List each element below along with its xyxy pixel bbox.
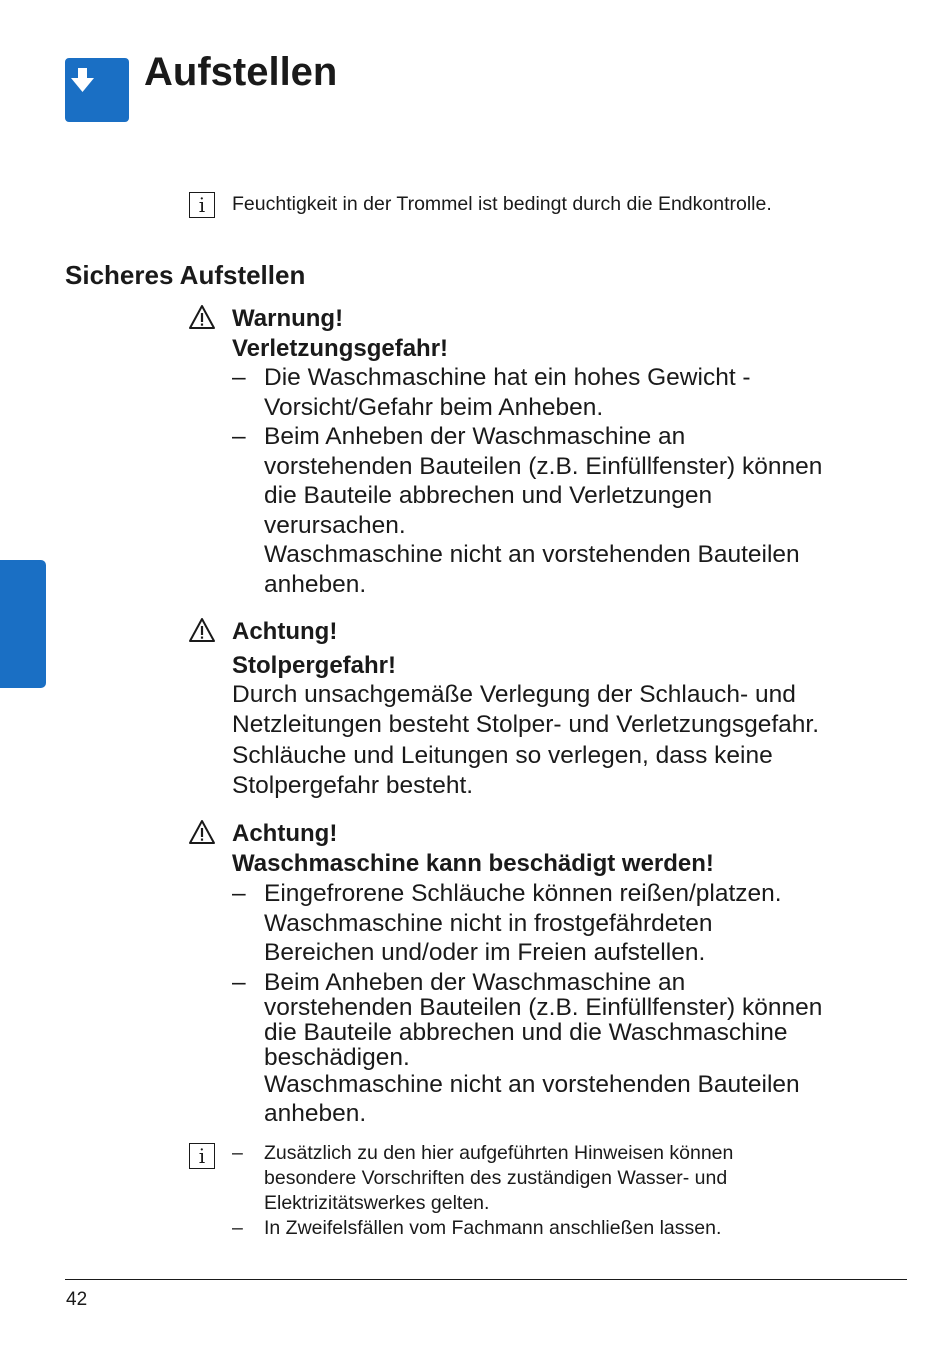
list-item-line: Beim Anheben der Waschmaschine an [264,423,686,450]
caution-label: Achtung! [232,820,338,847]
caution-block-damage [232,819,922,1129]
body-line: Netzleitungen besteht Stolper- und Verletzungsgefahr. [232,710,820,738]
list-item-line: besondere Vorschriften des zuständigen Wasser- und [264,1167,728,1189]
list-dash: – [232,364,246,391]
list-item-line: Beim Anheben der Waschmaschine an [264,968,686,996]
caution-block-tripping [232,617,922,800]
warning-triangle-icon [188,819,216,845]
list-item-line: Waschmaschine nicht in frostgefährdeten [264,909,713,937]
chapter-tab [0,560,46,688]
footer-divider [65,1279,907,1280]
list-dash: – [232,1142,243,1164]
caution-label: Achtung! [232,618,338,645]
list-dash: – [232,1217,243,1239]
info-note-list [232,1141,922,1241]
list-item [232,1216,922,1241]
info-note-text: Feuchtigkeit in der Trommel ist bedingt durch die Endkontrolle. [232,193,772,215]
section-heading: Sicheres Aufstellen [65,260,306,290]
list-item-line: beschädigen. [264,1043,410,1071]
caution-subtitle: Stolpergefahr! [232,651,397,679]
warning-block [232,304,922,599]
warning-triangle-icon [188,304,216,330]
body-line: Stolpergefahr besteht. [232,771,474,799]
page-title: Aufstellen [144,50,338,94]
page-number: 42 [66,1289,88,1310]
list-item-line: Bereichen und/oder im Freien aufstellen. [264,939,706,966]
list-dash: – [232,880,246,907]
list-item-line: die Bauteile abbrechen und Verletzungen [264,482,713,509]
list-dash: – [232,423,246,450]
body-line: Schläuche und Leitungen so verlegen, dass keine [232,742,773,769]
list-item-line: anheben. [264,570,367,598]
list-item-line: Waschmaschine nicht an vorstehenden Bauteilen [264,541,800,568]
list-item-line: Eingefrorene Schläuche können reißen/platzen. [264,880,782,907]
list-item-line: Die Waschmaschine hat ein hohes Gewicht - [264,364,751,391]
list-item [232,363,922,422]
down-arrow-icon [65,58,129,122]
list-item [232,879,922,968]
info-icon: i [189,192,215,218]
info-icon: i [189,1143,215,1169]
warning-label: Warnung! [232,305,344,332]
list-item-line: In Zweifelsfällen vom Fachmann anschließen lassen. [264,1217,722,1239]
list-item [232,422,922,599]
warning-subtitle: Verletzungsgefahr! [232,334,449,362]
list-item-line: die Bauteile abbrechen und die Waschmaschine [264,1018,788,1046]
section-icon [65,58,129,122]
list-item-line: vorstehenden Bauteilen (z.B. Einfüllfenster) können [264,993,823,1021]
list-item-line: anheben. [264,1100,367,1127]
list-item-line: Elektrizitätswerkes gelten. [264,1192,490,1214]
caution-subtitle: Waschmaschine kann beschädigt werden! [232,849,714,877]
list-item-line: vorstehenden Bauteilen (z.B. Einfüllfenster) können [264,452,823,480]
list-item-line: Waschmaschine nicht an vorstehenden Bauteilen [264,1070,800,1098]
list-item [232,1141,922,1216]
list-item-line: Zusätzlich zu den hier aufgeführten Hinweisen können [264,1142,734,1164]
warning-triangle-icon [188,617,216,643]
list-item [232,970,922,1129]
list-item-line: Vorsicht/Gefahr beim Anheben. [264,393,604,421]
body-line: Durch unsachgemäße Verlegung der Schlauch- und [232,681,796,708]
list-item-line: verursachen. [264,511,406,539]
list-dash: – [232,968,246,996]
